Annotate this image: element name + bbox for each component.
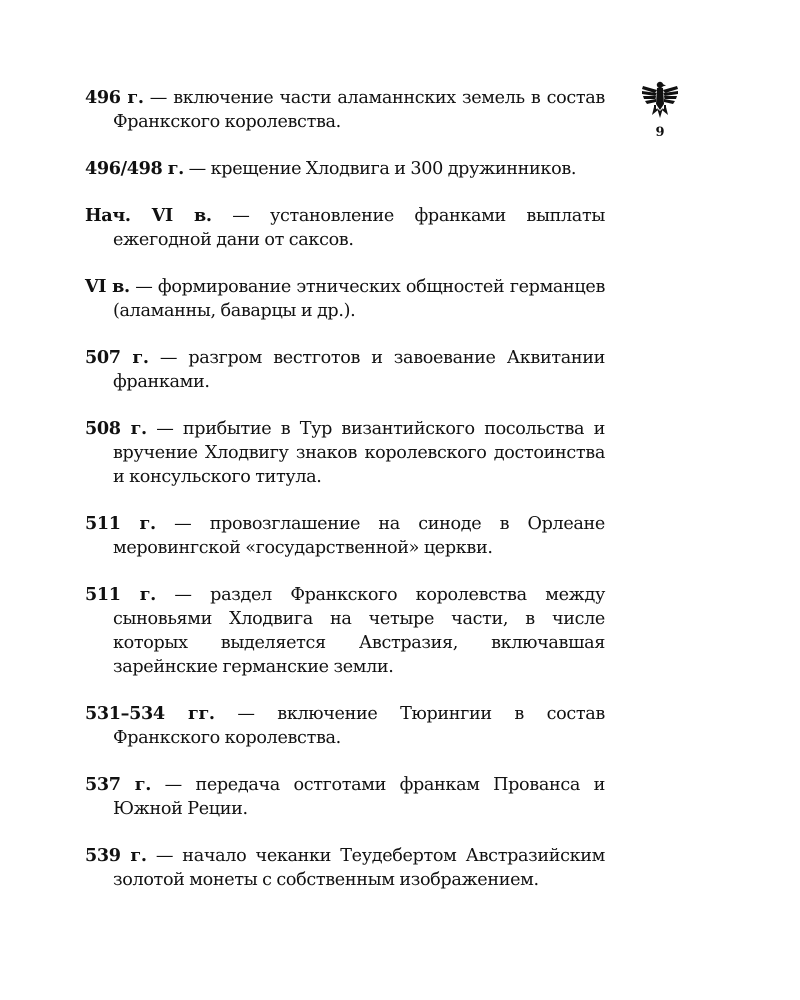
chronology-entry <box>85 844 605 892</box>
entry-text: — установление франками выплаты ежегодной дани от саксов. <box>113 206 605 250</box>
chronology-entry <box>85 157 605 181</box>
entry-text: — крещение Хлодвига и 300 дружинников. <box>183 159 577 179</box>
entry-date: 539 г. <box>85 845 147 866</box>
entry-date: Нач. VI в. <box>85 205 212 226</box>
chronology-entry <box>85 346 605 394</box>
eagle-icon <box>640 80 680 122</box>
chronology-entry <box>85 512 605 560</box>
entry-date: 496 г. <box>85 87 144 108</box>
entry-date: 496/498 г. <box>85 158 184 179</box>
chronology-entry <box>85 583 605 679</box>
entry-date: 511 г. <box>85 513 156 534</box>
entry-text: — провозглашение на синоде в Орлеане меровингской «государственной» церкви. <box>113 514 605 558</box>
chronology-list <box>85 86 605 915</box>
chronology-entry <box>85 275 605 323</box>
entry-text: — разгром вестготов и завоевание Аквитании франками. <box>113 348 605 392</box>
chronology-entry <box>85 204 605 252</box>
entry-text: — формирование этнических общностей германцев (аламанны, баварцы и др.). <box>113 277 605 321</box>
entry-text: — раздел Франкского королевства между сыновьями Хлодвига на четыре части, в числе которых выделяется Австразия, включавшая зарейнские германские земли. <box>113 585 605 677</box>
entry-text: — передача остготами франкам Прованса и Южной Реции. <box>113 775 605 819</box>
entry-text: — включение Тюрингии в состав Франкского королевства. <box>113 704 605 748</box>
entry-date: VI в. <box>85 276 130 297</box>
entry-date: 537 г. <box>85 774 152 795</box>
entry-date: 507 г. <box>85 347 149 368</box>
chronology-entry <box>85 417 605 489</box>
page-number: 9 <box>655 125 665 140</box>
chronology-entry <box>85 702 605 750</box>
entry-date: 508 г. <box>85 418 147 439</box>
entry-date: 531–534 гг. <box>85 703 215 724</box>
entry-text: — прибытие в Тур византийского посольства и вручение Хлодвигу знаков королевского достоинства и консульского титула. <box>113 419 605 487</box>
chronology-entry <box>85 86 605 134</box>
entry-text: — начало чеканки Теудебертом Австразийским золотой монеты с собственным изображением. <box>113 846 605 890</box>
entry-text: — включение части аламаннских земель в состав Франкского королевства. <box>113 88 605 132</box>
entry-date: 511 г. <box>85 584 156 605</box>
chronology-entry <box>85 773 605 821</box>
page-header <box>636 80 684 140</box>
